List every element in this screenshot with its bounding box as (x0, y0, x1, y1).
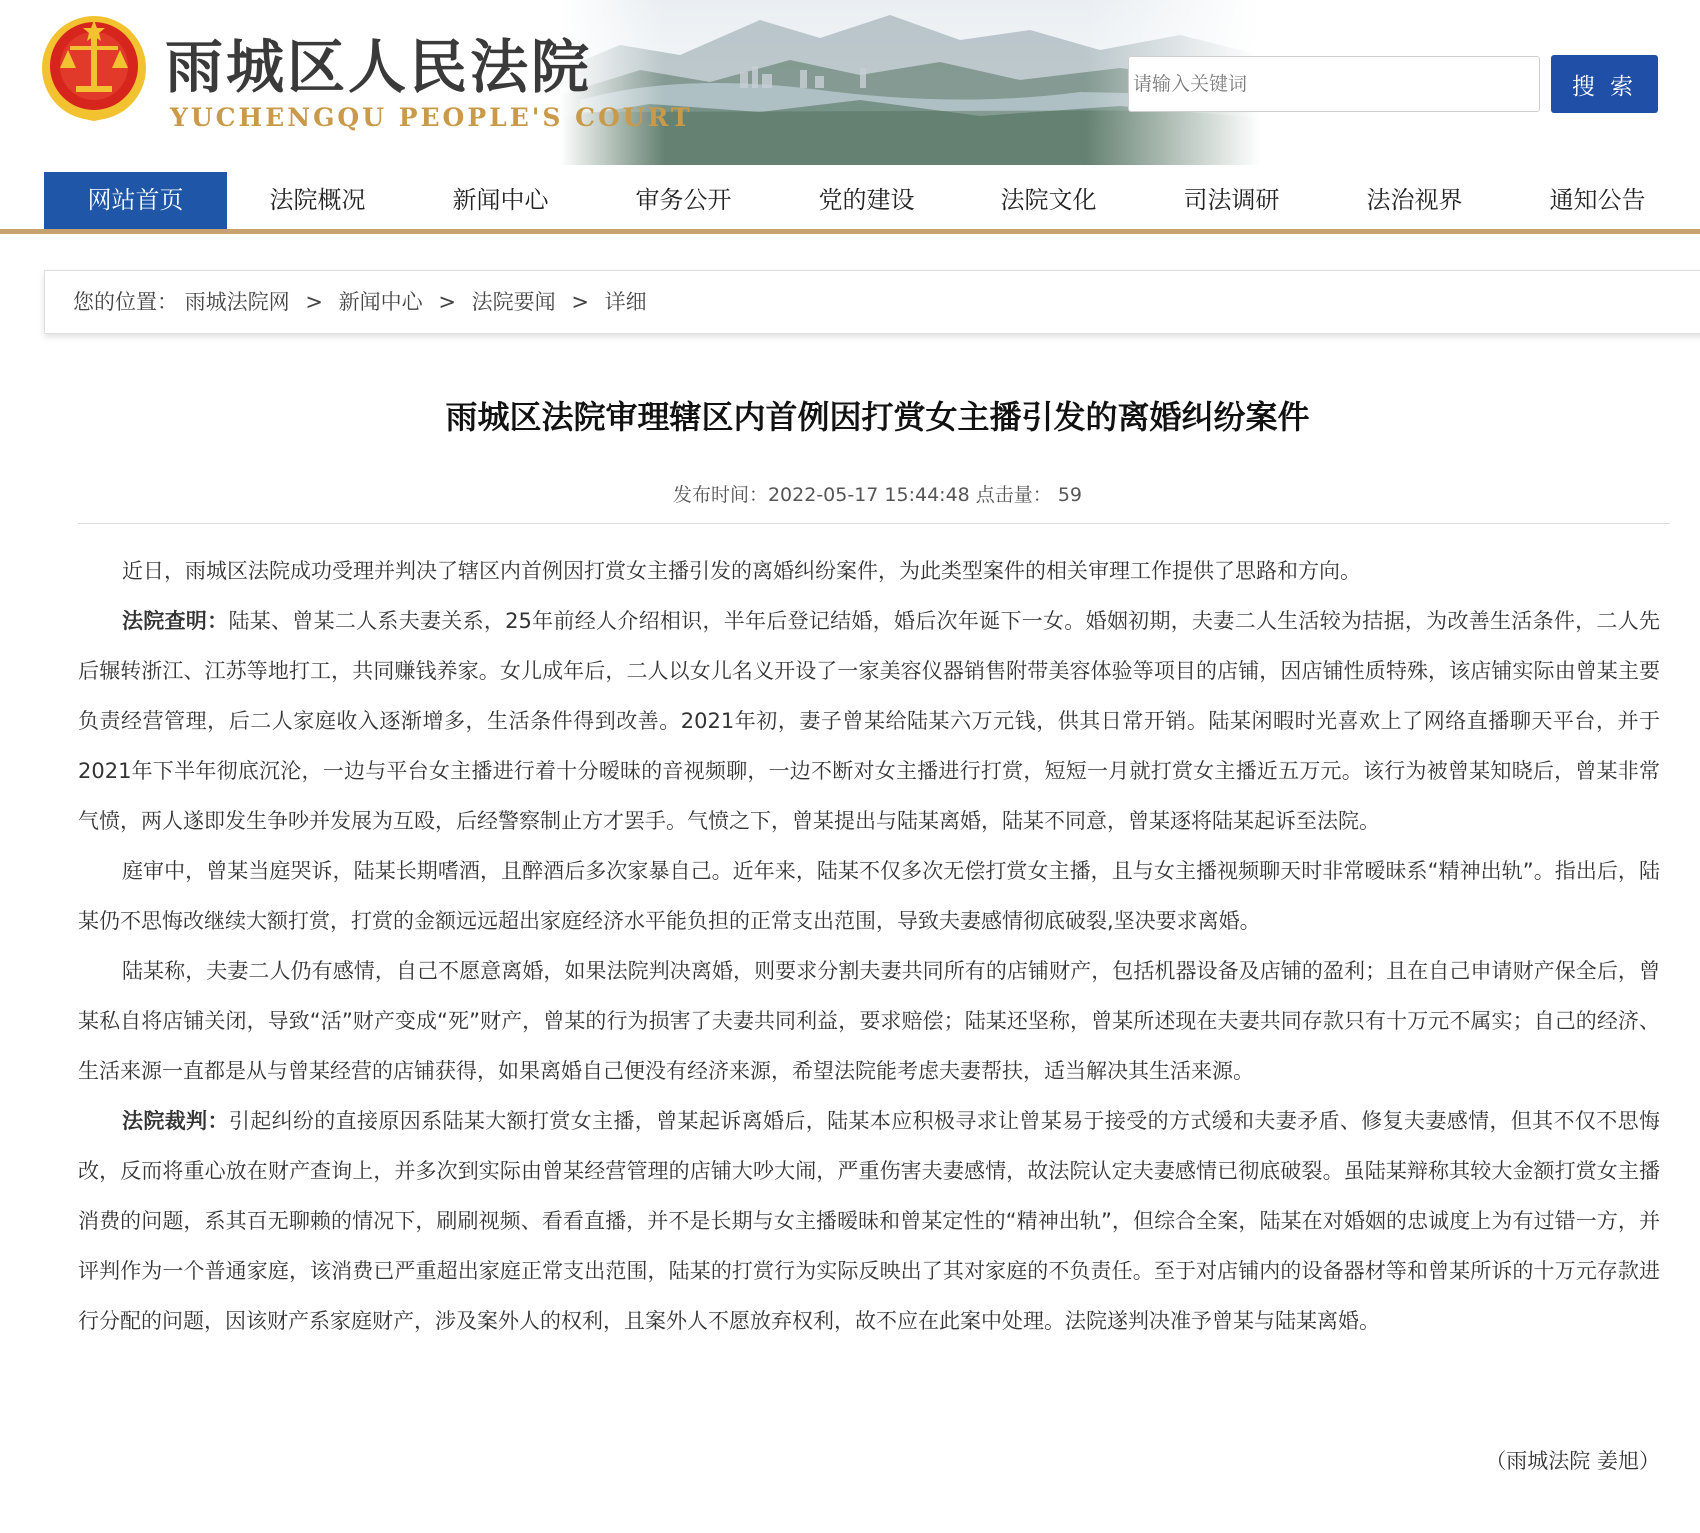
title-divider (78, 523, 1670, 524)
article-title: 雨城区法院审理辖区内首例因打赏女主播引发的离婚纠纷案件 (445, 398, 1310, 436)
nav-item-news-center[interactable]: 新闻中心 (452, 186, 549, 214)
site-header (0, 0, 1700, 165)
paragraph-lead: 法院查明： (122, 609, 229, 633)
breadcrumb-prefix: 您的位置： (73, 290, 178, 314)
article-paragraph (78, 546, 1660, 596)
article-paragraph (78, 596, 1660, 846)
nav-item-court-overview[interactable]: 法院概况 (269, 186, 366, 214)
breadcrumb-separator: > (305, 290, 323, 314)
nav-item-rule-of-law[interactable]: 法治视界 (1366, 186, 1463, 214)
article-paragraph (78, 1096, 1660, 1346)
paragraph-text: 近日，雨城区法院成功受理并判决了辖区内首例因打赏女主播引发的离婚纠纷案件，为此类型案件的相关审理工作提供了思路和方向。 (122, 559, 1361, 583)
breadcrumb-separator: > (438, 290, 456, 314)
nav-item-judicial-research[interactable]: 司法调研 (1183, 186, 1280, 214)
site-subtitle: YUCHENGQU PEOPLE'S COURT (170, 103, 693, 132)
search-input[interactable] (1128, 56, 1540, 112)
breadcrumb-item-news-center[interactable]: 新闻中心 (338, 290, 423, 314)
nav-item-party-building[interactable]: 党的建设 (818, 186, 915, 214)
search-button[interactable]: 搜 索 (1551, 55, 1658, 113)
breadcrumb-item-home[interactable]: 雨城法院网 (184, 290, 290, 314)
breadcrumb (44, 270, 1700, 334)
nav-item-notices[interactable]: 通知公告 (1549, 186, 1646, 214)
breadcrumb-separator: > (571, 290, 589, 314)
article-paragraph (78, 846, 1660, 946)
article-body (78, 546, 1660, 1346)
breadcrumb-item-detail: 详细 (604, 290, 647, 314)
nav-item-home[interactable]: 网站首页 (44, 172, 227, 229)
main-nav (0, 172, 1700, 234)
paragraph-lead: 法院裁判： (122, 1109, 229, 1133)
nav-item-court-culture[interactable]: 法院文化 (1000, 186, 1097, 214)
paragraph-text: 引起纠纷的直接原因系陆某大额打赏女主播，曾某起诉离婚后，陆某本应积极寻求让曾某易于接受的方式缓和夫妻矛盾、修复夫妻感情，但其不仅不思悔改，反而将重心放在财产查询上，并多次到实际由曾某经营管理的店铺大吵大闹，严重伤害夫妻感情，故法院认定夫妻感情已彻底破裂。虽陆某辩称其较大金额打赏女主播消费的问题，系其百无聊赖的情况下，刷刷视频、看看直播，并不是长期与女主播暧昧和曾某定性的“精神出轨”，但综合全案，陆某在对婚姻的忠诚度上为有过错一方，并评判作为一个普通家庭，该消费已严重超出家庭正常支出范围，陆某的打赏行为实际反映出了其对家庭的不负责任。至于对店铺内的设备器材等和曾某所诉的十万元存款进行分配的问题，因该财产系家庭财产，涉及案外人的权利，且案外人不愿放弃权利，故不应在此案中处理。法院遂判决准予曾某与陆某离婚。 (78, 1109, 1661, 1333)
paragraph-text: 庭审中，曾某当庭哭诉，陆某长期嗜酒，且醉酒后多次家暴自己。近年来，陆某不仅多次无偿打赏女主播，且与女主播视频聊天时非常暧昧系“精神出轨”。指出后，陆某仍不思悔改继续大额打赏，打赏的金额远远超出家庭经济水平能负担的正常支出范围，导致夫妻感情彻底破裂,坚决要求离婚。 (78, 859, 1660, 933)
paragraph-text: 陆某、曾某二人系夫妻关系，25年前经人介绍相识，半年后登记结婚，婚后次年诞下一女。婚姻初期，夫妻二人生活较为拮据，为改善生活条件，二人先后辗转浙江、江苏等地打工，共同赚钱养家。女儿成年后，二人以女儿名义开设了一家美容仪器销售附带美容体验等项目的店铺，因店铺性质特殊，该店铺实际由曾某主要负责经营管理，后二人家庭收入逐渐增多，生活条件得到改善。2021年初，妻子曾某给陆某六万元钱，供其日常开销。陆某闲暇时光喜欢上了网络直播聊天平台，并于2021年下半年彻底沉沦，一边与平台女主播进行着十分暧昧的音视频聊，一边不断对女主播进行打赏，短短一月就打赏女主播近五万元。该行为被曾某知晓后，曾某非常气愤，两人遂即发生争吵并发展为互殴，后经警察制止方才罢手。气愤之下，曾某提出与陆某离婚，陆某不同意，曾某逐将陆某起诉至法院。 (78, 609, 1661, 833)
article-paragraph (78, 946, 1660, 1096)
paragraph-text: 陆某称，夫妻二人仍有感情，自己不愿意离婚，如果法院判决离婚，则要求分割夫妻共同所有的店铺财产，包括机器设备及店铺的盈利；且在自己申请财产保全后，曾某私自将店铺关闭，导致“活”财产变成“死”财产，曾某的行为损害了夫妻共同利益，要求赔偿；陆某还坚称，曾某所述现在夫妻共同存款只有十万元不属实；自己的经济、生活来源一直都是从与曾某经营的店铺获得，如果离婚自己便没有经济来源，希望法院能考虑夫妻帮扶，适当解决其生活来源。 (78, 959, 1660, 1083)
nav-item-court-affairs[interactable]: 审务公开 (635, 186, 732, 214)
article-meta: 发布时间：2022-05-17 15:44:48 点击量： 59 (672, 484, 1083, 506)
court-emblem-icon (40, 12, 148, 124)
site-title: 雨城区人民法院 (165, 33, 593, 101)
breadcrumb-item-court-news[interactable]: 法院要闻 (471, 290, 556, 314)
article-signature: （雨城法院 姜旭） (1485, 1449, 1660, 1473)
